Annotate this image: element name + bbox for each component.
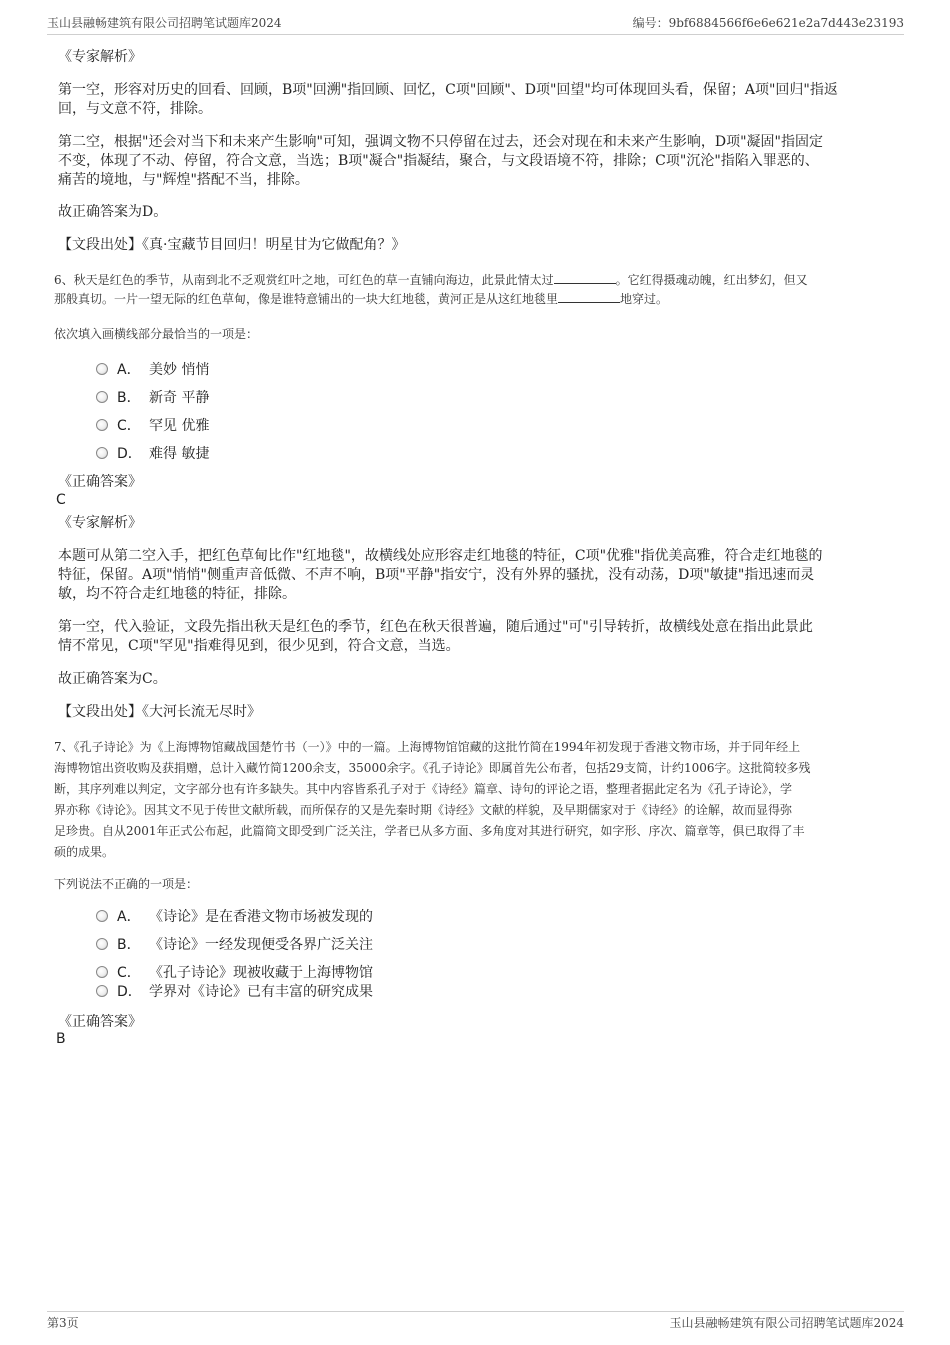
analysis-paragraph-line: 痛苦的境地，与"辉煌"搭配不当，排除。 bbox=[58, 172, 309, 188]
question-stem-line: 足珍贵。自从2001年正式公布起，此篇简文即受到广泛关注，学者已从多方面、多角度对其进行研究，如字形、序次、篇章等，俱已取得了丰 bbox=[54, 824, 805, 838]
option-a[interactable]: A． 《诗论》是在香港文物市场被发现的 bbox=[96, 907, 373, 927]
correct-answer-heading: 《正确答案》 bbox=[58, 474, 142, 490]
source-citation: 【文段出处】《真·宝藏节目回归！明星甘为它做配角？》 bbox=[58, 237, 406, 253]
analysis-paragraph-line: 第二空，根据"还会对当下和未来产生影响"可知，强调文物不只停留在过去，还会对现在和未来产生影响，D项"凝固"指固定 bbox=[58, 134, 823, 150]
radio-button-icon[interactable] bbox=[96, 391, 108, 403]
correct-answer-value: B bbox=[56, 1031, 66, 1047]
conclusion-text: 故正确答案为D。 bbox=[58, 204, 168, 220]
fill-blank bbox=[558, 290, 620, 303]
option-d[interactable]: D． 难得 敏捷 bbox=[96, 444, 209, 464]
option-b[interactable]: B． 《诗论》一经发现便受各界广泛关注 bbox=[96, 935, 373, 955]
question-stem-line: 界亦称《诗论》。因其文不见于传世文献所载，而所保存的又是先秦时期《诗经》文献的样貌，及早期儒家对于《诗经》的诠解，故而显得弥 bbox=[54, 803, 793, 817]
analysis-paragraph-line: 不变，体现了不动、停留，符合文意，当选；B项"凝合"指凝结，聚合，与文段语境不符，排除；C项"沉沦"指陷入罪恶的、 bbox=[58, 153, 819, 169]
stem-text: 那般真切。一片一望无际的红色草甸，像是谁特意铺出的一块大红地毯，黄河正是从这红地毯里 bbox=[54, 292, 559, 306]
page-footer bbox=[47, 1311, 904, 1334]
radio-button-icon[interactable] bbox=[96, 938, 108, 950]
analysis-paragraph-line: 本题可从第二空入手，把红色草甸比作"红地毯"，故横线处应形容走红地毯的特征，C项"优雅"指优美高雅，符合走红地毯的 bbox=[58, 548, 823, 564]
radio-button-icon[interactable] bbox=[96, 419, 108, 431]
question-stem-line: 海博物馆出资收购及获捐赠，总计入藏竹简1200余支，35000余字。《孔子诗论》即属首先公布者，包括29支简，计约1006字。这批简较多残 bbox=[54, 761, 811, 775]
stem-text: 。它红得摄魂动魄，红出梦幻，但又 bbox=[615, 273, 808, 287]
conclusion-text: 故正确答案为C。 bbox=[58, 671, 167, 687]
question-stem-line: 硕的成果。 bbox=[54, 845, 115, 859]
expert-analysis-heading: 《专家解析》 bbox=[58, 49, 142, 65]
question-stem-line: 断，其序列难以判定，文字部分也有许多缺失。其中内容皆系孔子对于《诗经》篇章、诗句的评论之语，整理者据此定名为《孔子诗论》，学 bbox=[54, 782, 793, 796]
option-b[interactable]: B． 新奇 平静 bbox=[96, 388, 209, 408]
question-stem-line bbox=[54, 289, 668, 310]
question-prompt: 下列说法不正确的一项是： bbox=[54, 877, 199, 891]
option-a[interactable]: A． 美妙 悄悄 bbox=[96, 360, 209, 380]
analysis-paragraph-line: 第一空，形容对历史的回看、回顾，B项"回溯"指回顾、回忆，C项"回顾"、D项"回望"均可体现回头看，保留；A项"回归"指返 bbox=[58, 82, 838, 98]
radio-button-icon[interactable] bbox=[96, 985, 108, 997]
radio-button-icon[interactable] bbox=[96, 910, 108, 922]
correct-answer-value: C bbox=[56, 492, 66, 508]
stem-text: 地穿过。 bbox=[620, 292, 669, 306]
option-c[interactable]: C． 《孔子诗论》现被收藏于上海博物馆 bbox=[96, 963, 373, 983]
analysis-paragraph-line: 第一空，代入验证，文段先指出秋天是红色的季节，红色在秋天很普遍，随后通过"可"引导转折，故横线处意在指出此景此 bbox=[58, 619, 813, 635]
stem-text: 6、秋天是红色的季节，从南到北不乏观赏红叶之地，可红色的草一直铺向海边，此景此情太过 bbox=[54, 273, 554, 287]
header-title: 玉山县融畅建筑有限公司招聘笔试题库2024 bbox=[47, 16, 282, 30]
source-citation: 【文段出处】《大河长流无尽时》 bbox=[58, 704, 261, 720]
question-prompt: 依次填入画横线部分最恰当的一项是： bbox=[54, 327, 259, 341]
option-c[interactable]: C． 罕见 优雅 bbox=[96, 416, 209, 436]
question-stem-line bbox=[54, 270, 808, 291]
radio-button-icon[interactable] bbox=[96, 363, 108, 375]
option-d[interactable]: D． 学界对《诗论》已有丰富的研究成果 bbox=[96, 982, 373, 1002]
analysis-paragraph-line: 敏，均不符合走红地毯的特征，排除。 bbox=[58, 586, 296, 602]
analysis-paragraph-line: 特征，保留。A项"悄悄"侧重声音低微、不声不响，B项"平静"指安宁，没有外界的骚扰，没有动荡，D项"敏捷"指迅速而灵 bbox=[58, 567, 815, 583]
correct-answer-heading: 《正确答案》 bbox=[58, 1014, 142, 1030]
analysis-paragraph-line: 回，与文意不符，排除。 bbox=[58, 101, 212, 117]
header-serial-number: 编号：9bf6884566f6e6e621e2a7d443e23193 bbox=[632, 16, 904, 30]
radio-button-icon[interactable] bbox=[96, 966, 108, 978]
radio-button-icon[interactable] bbox=[96, 447, 108, 459]
question-stem-line: 7、《孔子诗论》为《上海博物馆藏战国楚竹书（一）》中的一篇。上海博物馆馆藏的这批竹简在1994年初发现于香港文物市场，并于同年经上 bbox=[54, 740, 801, 754]
fill-blank bbox=[554, 271, 616, 284]
analysis-paragraph-line: 情不常见，C项"罕见"指难得见到，很少见到，符合文意，当选。 bbox=[58, 638, 460, 654]
expert-analysis-heading: 《专家解析》 bbox=[58, 515, 142, 531]
page-number: 第3页 bbox=[47, 1316, 79, 1330]
page-header bbox=[47, 14, 904, 35]
footer-title: 玉山县融畅建筑有限公司招聘笔试题库2024 bbox=[669, 1316, 904, 1330]
